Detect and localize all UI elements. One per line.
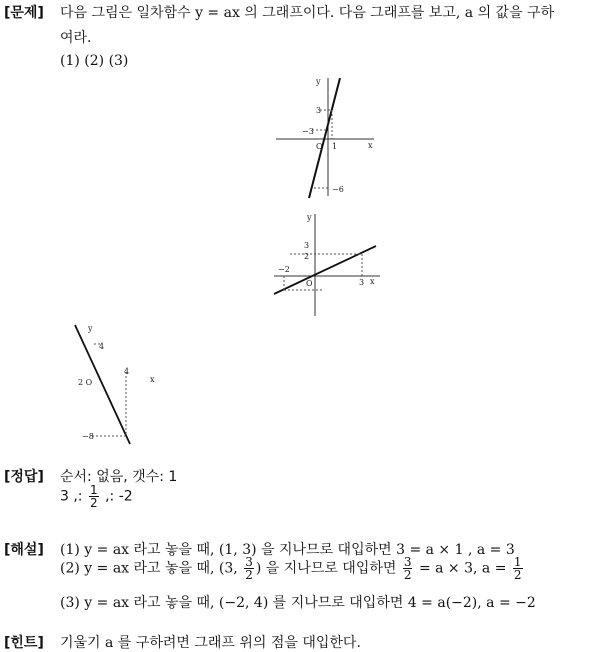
answer-pre: 3 ,: <box>60 488 83 505</box>
hint-text: 기울기 a 를 구하려면 그래프 위의 점을 대입한다. <box>60 635 361 651</box>
problem-parts: (1) (2) (3) <box>60 53 129 69</box>
solution-line1: (1) y = ax 라고 놓을 때, (1, 3) 을 지나므로 대입하면 3 = a × 1 , a = 3 <box>60 542 515 558</box>
g3-x-label: x <box>150 375 155 384</box>
g2-tick-m2: −2 <box>278 265 290 274</box>
problem-text-line2: 여라. <box>60 30 92 46</box>
solution-frac-1: $\frac{3}{2}$ <box>245 555 253 582</box>
answer-line1: 순서: 없음, 갯수: 1 <box>60 469 178 485</box>
g2-tick-2: 2 <box>304 252 310 261</box>
answer-post: ,: -2 <box>105 488 133 505</box>
solution-frac-2: $\frac{3}{2}$ <box>403 555 412 582</box>
g1-tick-m3: −3 <box>302 127 314 136</box>
solution-label: [해설] <box>4 542 44 558</box>
problem-label: [문제] <box>4 5 44 21</box>
solution-line2: (2) y = ax 라고 놓을 때, (3, $\frac{3}{2}$ ) 을 지나므로 대입하면 $\frac{3}{2}$ = a × 3, a = $\frac{1}{2}$ <box>60 555 522 582</box>
g3-tick-m8: −8 <box>82 432 94 441</box>
g3-tick-right-4: 4 <box>124 367 130 376</box>
g1-origin: O <box>316 142 323 151</box>
g1-tick-m6: −6 <box>332 185 344 194</box>
g3-y-label: y <box>88 324 93 333</box>
graph-1 <box>270 72 380 204</box>
g2-x-label: x <box>370 277 375 286</box>
problem-text-line1: 다음 그림은 일차함수 y = ax 의 그래프이다. 다음 그래프를 보고, a 의 값을 구하 <box>60 5 555 21</box>
g1-tick-3: 3 <box>316 106 322 115</box>
solution-frac-3: $\frac{1}{2}$ <box>513 555 522 582</box>
g2-tick-x3: 3 <box>359 278 365 287</box>
g1-y-label: y <box>316 77 321 86</box>
g1-x-label: x <box>368 141 373 150</box>
hint-label: [힌트] <box>4 635 44 651</box>
graph-2 <box>270 210 385 320</box>
g3-tick-4: 4 <box>99 342 105 351</box>
answer-fraction: $\frac{1}{2}$ <box>89 483 98 510</box>
g2-tick-3: 3 <box>304 241 310 250</box>
graph-3 <box>72 322 172 450</box>
g3-tick-left: 2 O <box>78 378 93 387</box>
g1-tick-1: 1 <box>332 142 338 151</box>
g2-y-label: y <box>307 213 312 222</box>
solution-line3: (3) y = ax 라고 놓을 때, (−2, 4) 를 지나므로 대입하면 4 = a(−2), a = −2 <box>60 595 536 611</box>
g2-origin: O <box>306 279 313 288</box>
answer-label: [정답] <box>4 469 44 485</box>
answer-line2 <box>60 484 133 509</box>
